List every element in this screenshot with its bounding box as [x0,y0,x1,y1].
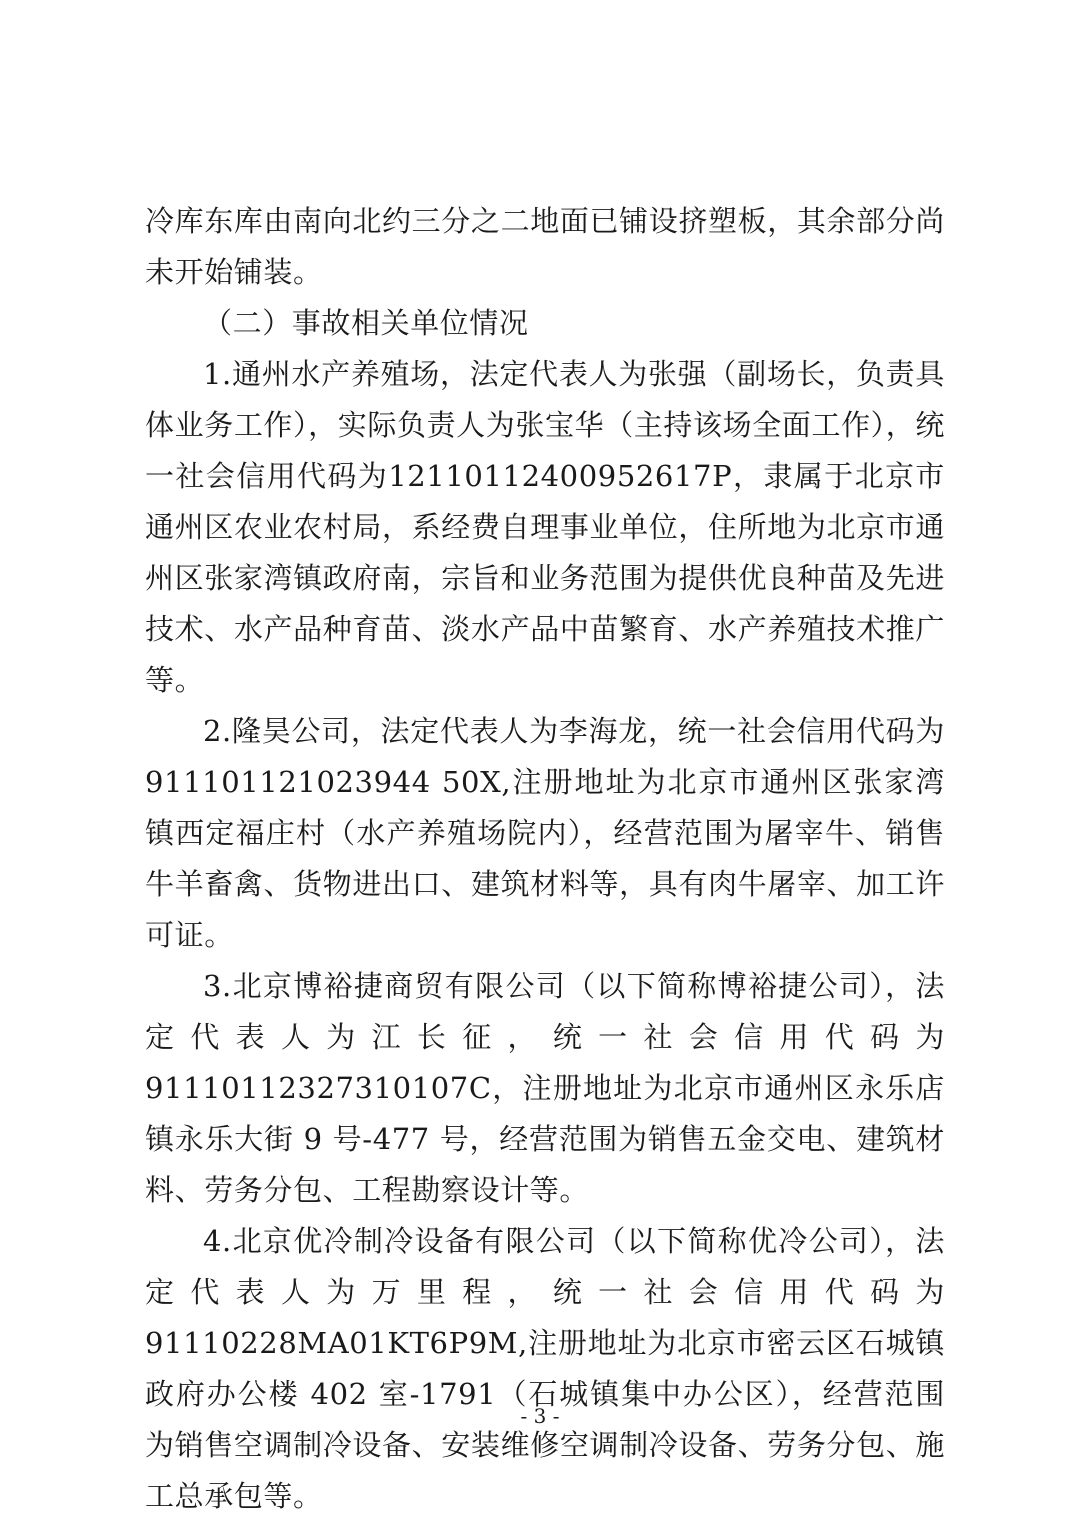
paragraph-continuation: 冷库东库由南向北约三分之二地面已铺设挤塑板，其余部分尚未开始铺装。 [145,204,945,289]
paragraph-unit-3: 3.北京博裕捷商贸有限公司（以下简称博裕捷公司），法定代表人为江长征，统一社会信用代码为91110112327310107C，注册地址为北京市通州区永乐店镇永乐大街 9 号-477 号，经营范围为销售五金交电、建筑材料、劳务分包、工程勘察设计等。 [145,969,945,1207]
paragraph-unit-1: 1.通州水产养殖场，法定代表人为张强（副场长，负责具体业务工作），实际负责人为张宝华（主持该场全面工作），统一社会信用代码为12110112400952617P，隶属于北京市通州区农业农村局，系经费自理事业单位，住所地为北京市通州区张家湾镇政府南，宗旨和业务范围为提供优良种苗及先进技术、水产品种育苗、淡水产品中苗繁育、水产养殖技术推广等。 [145,357,945,697]
paragraph-unit-2: 2.隆昊公司，法定代表人为李海龙，统一社会信用代码为911101121023944 50X,注册地址为北京市通州区张家湾镇西定福庄村（水产养殖场院内），经营范围为屠宰牛、销售牛羊畜禽、货物进出口、建筑材料等，具有肉牛屠宰、加工许可证。 [145,714,945,952]
document-body [145,196,945,1522]
page-number: - 3 - [520,1404,560,1428]
paragraph-unit-4: 4.北京优冷制冷设备有限公司（以下简称优冷公司），法定代表人为万里程，统一社会信用代码为91110228MA01KT6P9M,注册地址为北京市密云区石城镇政府办公楼 402 室-1791（石城镇集中办公区），经营范围为销售空调制冷设备、安装维修空调制冷设备、劳务分包、施工总承包等。 [145,1224,945,1513]
section-heading: （二）事故相关单位情况 [203,306,529,340]
